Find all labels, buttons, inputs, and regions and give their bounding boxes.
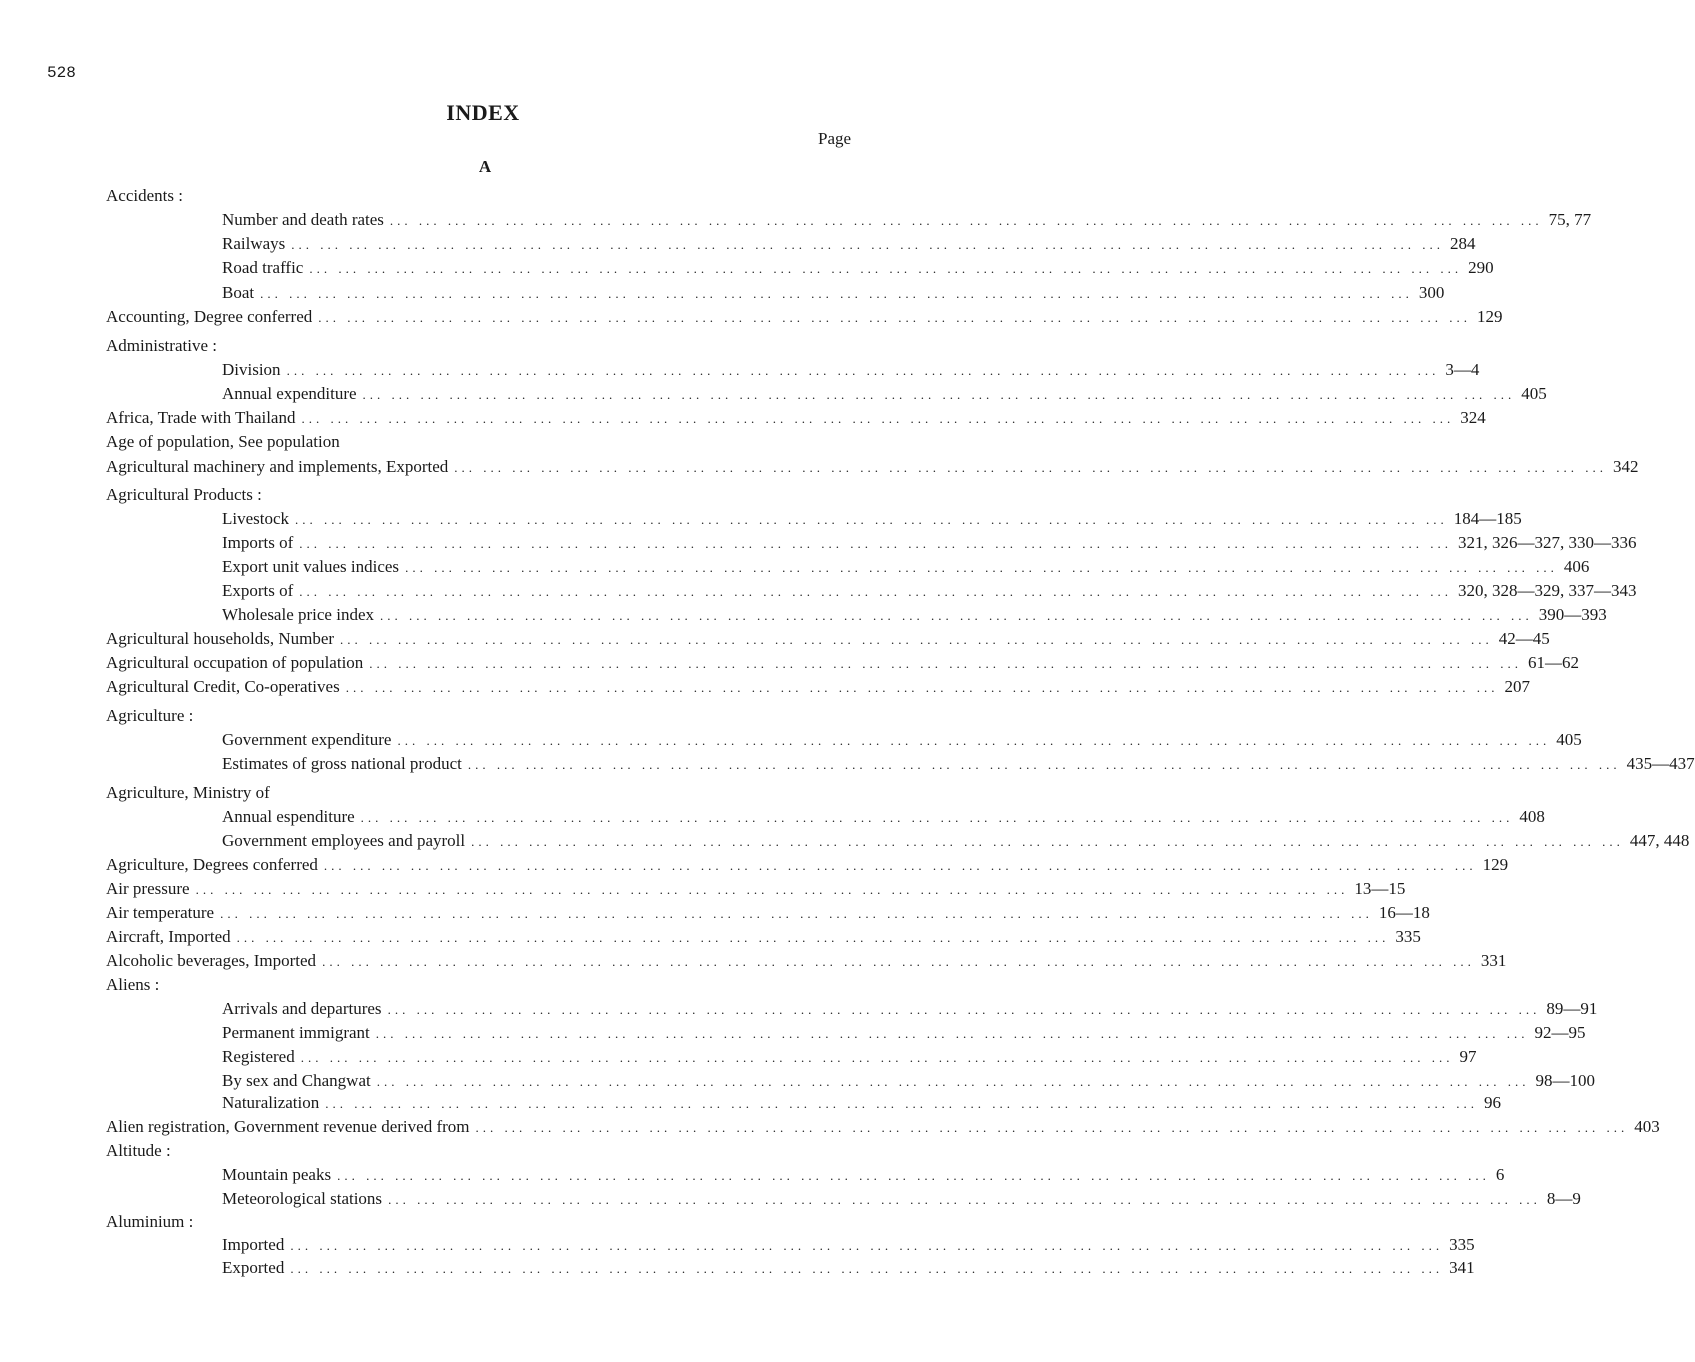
index-entry-label: Exports of [222,581,294,600]
index-entry-page: 129 [1477,307,1503,326]
index-entry-label: Imported [222,1235,285,1254]
index-entry-page: 408 [1519,807,1545,826]
index-entry-page: 435—437 [1626,754,1695,773]
index-entry-label: Agricultural machinery and implements, Exported [106,457,449,476]
leader-dots: ... ... ... ... ... ... ... ... ... ... ... ... ... ... ... ... ... ... ... ... ... ... ... ... ... ... ... ... ... ... ... ... ... ... ... ... ... ... ... ... [323,858,1477,873]
index-entry [222,998,1598,1020]
index-entry [106,431,856,453]
index-entry-page: 405 [1556,730,1582,749]
index-entry-page: 92—95 [1534,1023,1586,1042]
index-entry-page: 42—45 [1498,629,1550,648]
index-entry [222,1188,1581,1210]
index-entry [222,233,1476,255]
leader-dots: ... ... ... ... ... ... ... ... ... ... ... ... ... ... ... ... ... ... ... ... ... ... ... ... ... ... ... ... ... ... ... ... ... ... ... ... ... ... ... ... [360,810,1514,825]
index-entry [222,806,1545,828]
index-entry-label: Aircraft, Imported [106,927,231,946]
index-entry-label: Aluminium : [106,1212,194,1231]
index-entry [106,676,1530,698]
index-entry-label: Aliens : [106,975,160,994]
index-entry-label: Mountain peaks [222,1165,332,1184]
index-entry [222,604,1607,626]
index-entry-label: Agricultural occupation of population [106,653,364,672]
leader-dots: ... ... ... ... ... ... ... ... ... ... ... ... ... ... ... ... ... ... ... ... ... ... ... ... ... ... ... ... ... ... ... ... ... ... ... ... ... ... ... ... [471,834,1624,849]
leader-dots: ... ... ... ... ... ... ... ... ... ... ... ... ... ... ... ... ... ... ... ... ... ... ... ... ... ... ... ... ... ... ... ... ... ... ... ... ... ... ... ... [405,560,1558,575]
index-entry-page: 207 [1504,677,1530,696]
leader-dots: ... ... ... ... ... ... ... ... ... ... ... ... ... ... ... ... ... ... ... ... ... ... ... ... ... ... ... ... ... ... ... ... ... ... ... ... ... ... ... ... [467,757,1621,772]
index-entry [106,926,1421,948]
leader-dots: ... ... ... ... ... ... ... ... ... ... ... ... ... ... ... ... ... ... ... ... ... ... ... ... ... ... ... ... ... ... ... ... ... ... ... ... ... ... ... ... [345,680,1499,695]
index-entry-label: Number and death rates [222,210,384,229]
leader-dots: ... ... ... ... ... ... ... ... ... ... ... ... ... ... ... ... ... ... ... ... ... ... ... ... ... ... ... ... ... ... ... ... ... ... ... ... ... ... ... ... [380,608,1533,623]
index-entry [106,456,1639,478]
index-entry-label: Export unit values indices [222,557,400,576]
leader-dots: ... ... ... ... ... ... ... ... ... ... ... ... ... ... ... ... ... ... ... ... ... ... ... ... ... ... ... ... ... ... ... ... ... ... ... ... ... ... ... ... [260,286,1413,301]
index-entry-label: Imports of [222,533,294,552]
index-entry-page: 320, 328—329, 337—343 [1458,581,1637,600]
index-entry-page: 342 [1613,457,1639,476]
index-entry-page: 406 [1563,557,1590,576]
index-entry-page: 335 [1449,1235,1475,1254]
index-entry [222,282,1445,304]
leader-dots: ... ... ... ... ... ... ... ... ... ... ... ... ... ... ... ... ... ... ... ... ... ... ... ... ... ... ... ... ... ... ... ... ... ... ... ... ... ... ... ... [376,1074,1530,1089]
index-entry-page: 300 [1418,283,1445,302]
index-entry-page: 184—185 [1453,509,1522,528]
leader-dots: ... ... ... ... ... ... ... ... ... ... ... ... ... ... ... ... ... ... ... ... ... ... ... ... ... ... ... ... ... ... ... ... ... ... ... ... ... ... ... ... [301,411,1455,426]
leader-dots: ... ... ... ... ... ... ... ... ... ... ... ... ... ... ... ... ... ... ... ... ... ... ... ... ... ... ... ... ... ... ... ... ... ... ... ... ... ... ... ... [375,1026,1529,1041]
index-entry [222,209,1592,231]
index-entry-label: Exported [222,1258,285,1277]
index-entry-page: 324 [1460,408,1486,427]
index-entry-label: Administrative : [106,336,217,355]
index-entry-label: Age of population, See population [106,432,340,451]
index-entry-page: 447, 448 [1629,831,1690,850]
index-entry [222,580,1637,602]
leader-dots: ... ... ... ... ... ... ... ... ... ... ... ... ... ... ... ... ... ... ... ... ... ... ... ... ... ... ... ... ... ... ... ... ... ... ... ... ... ... ... ... [387,1002,1541,1017]
index-entry-label: Livestock [222,509,290,528]
index-entry-page: 405 [1521,384,1547,403]
index-entry-page: 75, 77 [1548,210,1592,229]
index-entry-page: 390—393 [1538,605,1607,624]
index-entry-page: 284 [1450,234,1476,253]
leader-dots: ... ... ... ... ... ... ... ... ... ... ... ... ... ... ... ... ... ... ... ... ... ... ... ... ... ... ... ... ... ... ... ... ... ... ... ... ... ... ... ... [290,1261,1444,1276]
index-entry [106,705,856,727]
index-entry-label: Road traffic [222,258,304,277]
leader-dots: ... ... ... ... ... ... ... ... ... ... ... ... ... ... ... ... ... ... ... ... ... ... ... ... ... ... ... ... ... ... ... ... ... ... ... ... ... ... ... ... [299,536,1453,551]
index-entry-label: Boat [222,283,255,302]
index-entry-page: 97 [1459,1047,1477,1066]
index-entry [222,1070,1595,1092]
index-entry-label: Meteorological stations [222,1189,383,1208]
leader-dots: ... ... ... ... ... ... ... ... ... ... ... ... ... ... ... ... ... ... ... ... ... ... ... ... ... ... ... ... ... ... ... ... ... ... ... ... ... ... ... ... [454,460,1608,475]
index-entry [222,359,1480,381]
index-entry-page: 331 [1480,951,1507,970]
index-entry [222,1234,1475,1256]
index-entry [106,950,1507,972]
index-entry-label: Division [222,360,281,379]
index-entry-label: Estimates of gross national product [222,754,462,773]
index-entry [222,729,1582,751]
index-entry-label: Railways [222,234,286,253]
index-entry-label: Government employees and payroll [222,831,466,850]
leader-dots: ... ... ... ... ... ... ... ... ... ... ... ... ... ... ... ... ... ... ... ... ... ... ... ... ... ... ... ... ... ... ... ... ... ... ... ... ... ... ... ... [236,930,1390,945]
index-entry [106,628,1550,650]
leader-dots: ... ... ... ... ... ... ... ... ... ... ... ... ... ... ... ... ... ... ... ... ... ... ... ... ... ... ... ... ... ... ... ... ... ... ... ... ... ... ... ... [290,1238,1444,1253]
index-entry-label: Annual expenditure [222,384,357,403]
index-entry-label: Agriculture, Degrees conferred [106,855,318,874]
index-entry [106,484,856,506]
leader-dots: ... ... ... ... ... ... ... ... ... ... ... ... ... ... ... ... ... ... ... ... ... ... ... ... ... ... ... ... ... ... ... ... ... ... ... ... ... ... ... ... [337,1168,1490,1183]
index-entry [222,753,1695,775]
leader-dots: ... ... ... ... ... ... ... ... ... ... ... ... ... ... ... ... ... ... ... ... ... ... ... ... ... ... ... ... ... ... ... ... ... ... ... ... ... ... ... ... [300,1050,1454,1065]
index-entry-label: Agricultural Credit, Co-operatives [106,677,340,696]
index-entry [106,878,1406,900]
leader-dots: ... ... ... ... ... ... ... ... ... ... ... ... ... ... ... ... ... ... ... ... ... ... ... ... ... ... ... ... ... ... ... ... ... ... ... ... ... ... ... ... [195,882,1349,897]
index-entry-page: 129 [1482,855,1509,874]
index-entry [222,383,1547,405]
leader-dots: ... ... ... ... ... ... ... ... ... ... ... ... ... ... ... ... ... ... ... ... ... ... ... ... ... ... ... ... ... ... ... ... ... ... ... ... ... ... ... ... [299,584,1453,599]
index-entry [222,532,1637,554]
index-entry [106,1140,856,1162]
index-entry [106,782,856,804]
index-entry-label: Air pressure [106,879,190,898]
index-entry [106,854,1509,876]
index-entry-label: Naturalization [222,1093,320,1112]
index-entry [106,902,1430,924]
index-entry-label: Arrivals and departures [222,999,382,1018]
index-entry [106,974,856,996]
index-entry-label: Agriculture : [106,706,194,725]
index-entry-label: Accounting, Degree conferred [106,307,313,326]
index-entry [106,1116,1660,1138]
leader-dots: ... ... ... ... ... ... ... ... ... ... ... ... ... ... ... ... ... ... ... ... ... ... ... ... ... ... ... ... ... ... ... ... ... ... ... ... ... ... ... ... [318,310,1472,325]
index-entry-page: 96 [1484,1093,1501,1112]
index-entry-page: 13—15 [1354,879,1406,898]
index-entry-page: 290 [1468,258,1494,277]
index-entry-page: 8—9 [1546,1189,1581,1208]
leader-dots: ... ... ... ... ... ... ... ... ... ... ... ... ... ... ... ... ... ... ... ... ... ... ... ... ... ... ... ... ... ... ... ... ... ... ... ... ... ... ... ... [389,213,1543,228]
index-entry-label: Agriculture, Ministry of [106,783,270,802]
index-entry [106,1211,856,1233]
index-entry-label: Alien registration, Government revenue derived from [106,1117,470,1136]
index-entry-page: 61—62 [1528,653,1580,672]
index-entry-page: 341 [1449,1258,1475,1277]
index-entry [222,830,1690,852]
index-entry [106,185,856,207]
page-title: INDEX [446,100,520,125]
index-entry-label: By sex and Changwat [222,1071,371,1090]
leader-dots: ... ... ... ... ... ... ... ... ... ... ... ... ... ... ... ... ... ... ... ... ... ... ... ... ... ... ... ... ... ... ... ... ... ... ... ... ... ... ... ... [369,656,1523,671]
index-entry-label: Altitude : [106,1141,171,1160]
index-entry-page: 6 [1495,1165,1505,1184]
index-entry [222,508,1522,530]
index-entry-page: 89—91 [1546,999,1598,1018]
leader-dots: ... ... ... ... ... ... ... ... ... ... ... ... ... ... ... ... ... ... ... ... ... ... ... ... ... ... ... ... ... ... ... ... ... ... ... ... ... ... ... ... [362,387,1516,402]
index-entry [222,1092,1501,1114]
leader-dots: ... ... ... ... ... ... ... ... ... ... ... ... ... ... ... ... ... ... ... ... ... ... ... ... ... ... ... ... ... ... ... ... ... ... ... ... ... ... ... ... [286,363,1440,378]
index-entry [222,1164,1505,1186]
index-entry-label: Government expenditure [222,730,392,749]
leader-dots: ... ... ... ... ... ... ... ... ... ... ... ... ... ... ... ... ... ... ... ... ... ... ... ... ... ... ... ... ... ... ... ... ... ... ... ... ... ... ... ... [322,954,1475,969]
leader-dots: ... ... ... ... ... ... ... ... ... ... ... ... ... ... ... ... ... ... ... ... ... ... ... ... ... ... ... ... ... ... ... ... ... ... ... ... ... ... ... ... [220,906,1373,921]
index-entry-label: Air temperature [106,903,215,922]
page-column-header: Page [818,129,852,148]
leader-dots: ... ... ... ... ... ... ... ... ... ... ... ... ... ... ... ... ... ... ... ... ... ... ... ... ... ... ... ... ... ... ... ... ... ... ... ... ... ... ... ... [388,1192,1541,1207]
leader-dots: ... ... ... ... ... ... ... ... ... ... ... ... ... ... ... ... ... ... ... ... ... ... ... ... ... ... ... ... ... ... ... ... ... ... ... ... ... ... ... ... [475,1120,1629,1135]
index-entry [222,257,1494,279]
index-entry-page: 321, 326—327, 330—336 [1458,533,1637,552]
index-entry-label: Registered [222,1047,295,1066]
leader-dots: ... ... ... ... ... ... ... ... ... ... ... ... ... ... ... ... ... ... ... ... ... ... ... ... ... ... ... ... ... ... ... ... ... ... ... ... ... ... ... ... [397,733,1551,748]
index-entry-label: Permanent immigrant [222,1023,370,1042]
leader-dots: ... ... ... ... ... ... ... ... ... ... ... ... ... ... ... ... ... ... ... ... ... ... ... ... ... ... ... ... ... ... ... ... ... ... ... ... ... ... ... ... [295,512,1448,527]
index-entry [106,652,1580,674]
index-entry-page: 335 [1395,927,1421,946]
index-entry [106,306,1503,328]
index-entry [222,556,1590,578]
index-entry-page: 16—18 [1378,903,1430,922]
index-entry [106,407,1486,429]
leader-dots: ... ... ... ... ... ... ... ... ... ... ... ... ... ... ... ... ... ... ... ... ... ... ... ... ... ... ... ... ... ... ... ... ... ... ... ... ... ... ... ... [325,1096,1478,1111]
page-number: 528 [47,64,76,82]
index-entry-label: Agricultural Products : [106,485,262,504]
leader-dots: ... ... ... ... ... ... ... ... ... ... ... ... ... ... ... ... ... ... ... ... ... ... ... ... ... ... ... ... ... ... ... ... ... ... ... ... ... ... ... ... [309,261,1463,276]
index-entry-label: Annual espenditure [222,807,355,826]
index-entry-page: 403 [1634,1117,1660,1136]
index-entry-page: 98—100 [1535,1071,1595,1090]
index-entry-label: Wholesale price index [222,605,374,624]
index-entry-label: Africa, Trade with Thailand [106,408,296,427]
section-letter: A [478,157,492,176]
index-entry-label: Agricultural households, Number [106,629,335,648]
leader-dots: ... ... ... ... ... ... ... ... ... ... ... ... ... ... ... ... ... ... ... ... ... ... ... ... ... ... ... ... ... ... ... ... ... ... ... ... ... ... ... ... [340,632,1493,647]
index-entry [222,1046,1477,1068]
index-entry-label: Alcoholic beverages, Imported [106,951,317,970]
index-entry [222,1257,1475,1279]
leader-dots: ... ... ... ... ... ... ... ... ... ... ... ... ... ... ... ... ... ... ... ... ... ... ... ... ... ... ... ... ... ... ... ... ... ... ... ... ... ... ... ... [291,237,1445,252]
index-entry-label: Accidents : [106,186,183,205]
index-entry [106,335,856,357]
index-entry-page: 3—4 [1445,360,1480,379]
index-entry [222,1022,1586,1044]
